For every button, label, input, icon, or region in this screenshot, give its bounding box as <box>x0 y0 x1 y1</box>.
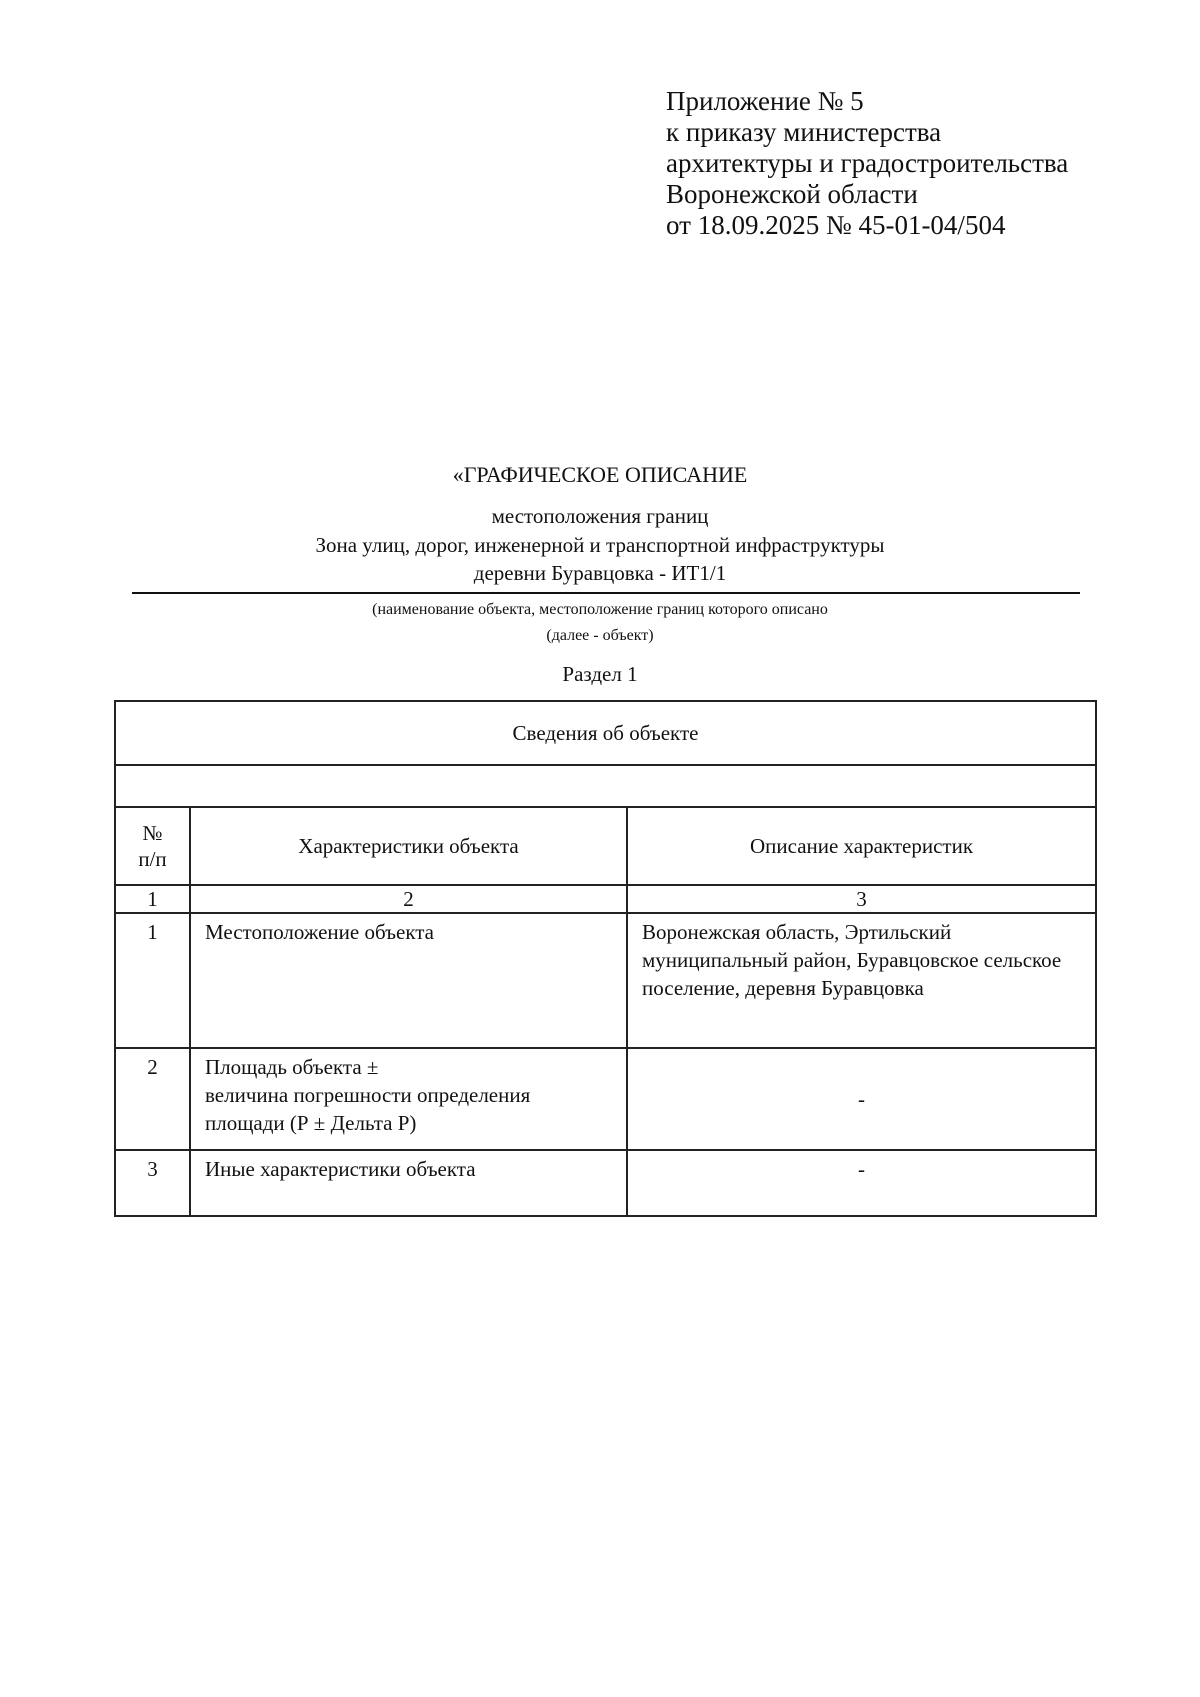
document-title: «ГРАФИЧЕСКОЕ ОПИСАНИЕ <box>452 462 748 487</box>
row-characteristic-line: площади (Р ± Дельта Р) <box>205 1111 417 1135</box>
document-subtitle-2: Зона улиц, дорог, инженерной и транспортной инфраструктуры <box>315 533 885 557</box>
appendix-date-number: от 18.09.2025 № 45-01-04/504 <box>666 210 1006 240</box>
document-subtitle-3: деревни Буравцовка - ИТ1/1 <box>473 561 727 585</box>
header-characteristic: Характеристики объекта <box>190 807 627 885</box>
appendix-number: Приложение № 5 <box>666 86 864 116</box>
table-blank-cell <box>115 765 1096 807</box>
row-description: - <box>627 1048 1096 1150</box>
index-cell-2: 2 <box>190 885 627 913</box>
appendix-order-ref: к приказу министерства <box>666 117 942 147</box>
table-row <box>115 913 1096 1048</box>
appendix-header <box>666 86 1068 241</box>
object-caption-2: (далее - объект) <box>546 627 654 644</box>
index-cell-3: 3 <box>627 885 1096 913</box>
table-row <box>115 1048 1096 1150</box>
table-title-row <box>115 701 1096 765</box>
document-subtitle-1: местоположения границ <box>491 504 709 528</box>
table-title: Сведения об объекте <box>115 701 1096 765</box>
object-caption-1: (наименование объекта, местоположение границ которого описано <box>372 601 828 618</box>
row-number: 3 <box>115 1150 190 1216</box>
row-characteristic: Местоположение объекта <box>190 913 627 1048</box>
object-info-table <box>114 700 1097 1217</box>
row-characteristic-line: величина погрешности определения <box>205 1083 531 1107</box>
header-num-symbol: № <box>142 821 163 845</box>
table-index-row <box>115 885 1096 913</box>
row-characteristic-line: Площадь объекта ± <box>205 1055 379 1079</box>
row-characteristic: Иные характеристики объекта <box>190 1150 627 1216</box>
row-description: - <box>627 1150 1096 1216</box>
table-blank-row <box>115 765 1096 807</box>
row-description: Воронежская область, Эртильский муниципальный район, Буравцовское сельское поселение, деревня Буравцовка <box>627 913 1096 1048</box>
header-num-cell <box>115 807 190 885</box>
section-label: Раздел 1 <box>562 662 638 686</box>
appendix-ministry: архитектуры и градостроительства <box>666 148 1069 178</box>
object-name-underline <box>132 592 1080 594</box>
header-description: Описание характеристик <box>627 807 1096 885</box>
row-number: 1 <box>115 913 190 1048</box>
table-header-row <box>115 807 1096 885</box>
row-characteristic <box>190 1048 627 1150</box>
header-num-abbr: п/п <box>138 847 167 871</box>
appendix-region: Воронежской области <box>666 179 918 209</box>
row-number: 2 <box>115 1048 190 1150</box>
table-row <box>115 1150 1096 1216</box>
index-cell-1: 1 <box>115 885 190 913</box>
